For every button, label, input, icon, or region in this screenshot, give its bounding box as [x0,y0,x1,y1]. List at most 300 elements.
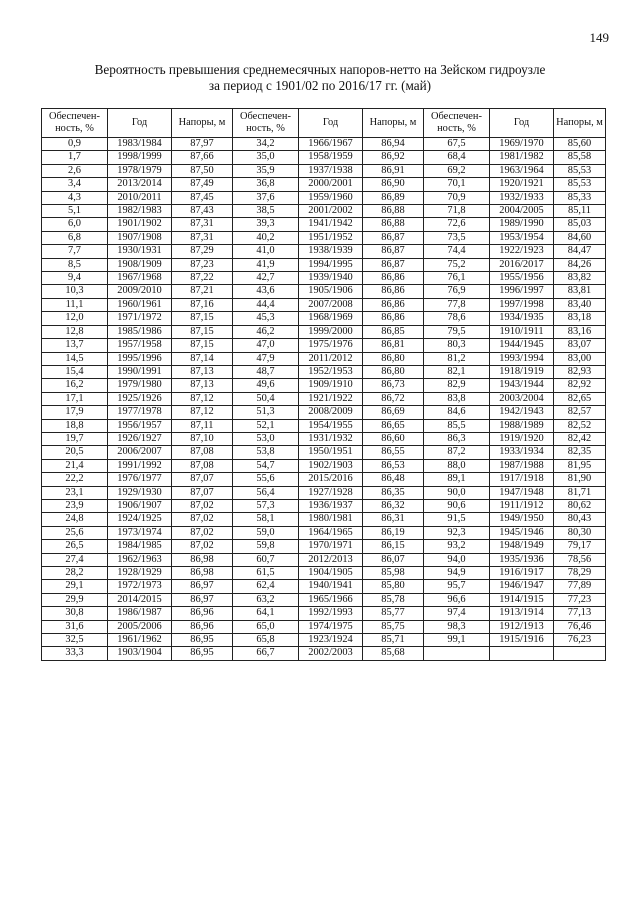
year-cell: 1994/1995 [299,258,363,271]
year-cell: 1959/1960 [299,191,363,204]
head-cell: 86,81 [363,339,424,352]
year-cell: 1967/1968 [108,272,172,285]
probability-cell: 64,1 [233,607,299,620]
head-cell: 87,49 [172,178,233,191]
probability-cell: 52,1 [233,419,299,432]
header-year-1: Год [108,109,172,138]
year-cell: 1964/1965 [299,526,363,539]
probability-cell: 44,4 [233,298,299,311]
table-row [42,540,606,553]
year-cell: 2010/2011 [108,191,172,204]
year-cell: 1993/1994 [490,352,554,365]
table-row [42,513,606,526]
year-cell: 1932/1933 [490,191,554,204]
head-cell: 87,08 [172,446,233,459]
head-cell: 86,87 [363,245,424,258]
head-cell: 87,07 [172,486,233,499]
year-cell: 1995/1996 [108,352,172,365]
probability-cell: 76,9 [424,285,490,298]
probability-cell: 71,8 [424,205,490,218]
probability-cell: 79,5 [424,325,490,338]
table-row [42,499,606,512]
year-cell: 1985/1986 [108,325,172,338]
table-row [42,365,606,378]
year-cell: 1958/1959 [299,151,363,164]
title-line-1: Вероятность превышения среднемесячных напоров-нетто на Зейском гидроузле [94,62,546,77]
head-cell [554,647,606,660]
head-cell: 86,90 [363,178,424,191]
head-cell: 85,80 [363,580,424,593]
table-row [42,258,606,271]
probability-cell: 88,0 [424,459,490,472]
year-cell [490,647,554,660]
head-cell: 86,65 [363,419,424,432]
table-row [42,526,606,539]
table-row [42,164,606,177]
head-cell: 86,80 [363,365,424,378]
year-cell: 1905/1906 [299,285,363,298]
header-head-2: Напоры, м [363,109,424,138]
year-cell: 1991/1992 [108,459,172,472]
head-cell: 87,14 [172,352,233,365]
probability-cell: 32,5 [42,634,108,647]
head-cell: 86,87 [363,258,424,271]
probability-cell: 24,8 [42,513,108,526]
probability-cell: 80,3 [424,339,490,352]
year-cell: 1992/1993 [299,607,363,620]
table-row [42,285,606,298]
head-cell: 87,10 [172,432,233,445]
probability-cell: 58,1 [233,513,299,526]
header-probability-2: Обеспечен-ность, % [233,109,299,138]
year-cell: 1935/1936 [490,553,554,566]
year-cell: 1945/1946 [490,526,554,539]
year-cell: 1984/1985 [108,540,172,553]
head-cell: 86,97 [172,580,233,593]
probability-cell: 39,3 [233,218,299,231]
head-cell: 85,71 [363,634,424,647]
probability-cell: 36,8 [233,178,299,191]
year-cell: 1989/1990 [490,218,554,231]
year-cell: 1951/1952 [299,231,363,244]
head-cell: 82,42 [554,432,606,445]
probability-cell: 92,3 [424,526,490,539]
year-cell: 2004/2005 [490,205,554,218]
year-cell: 1937/1938 [299,164,363,177]
year-cell: 1953/1954 [490,231,554,244]
head-cell: 77,23 [554,593,606,606]
head-cell: 85,03 [554,218,606,231]
probability-cell: 18,8 [42,419,108,432]
probability-cell: 90,6 [424,499,490,512]
head-cell: 87,45 [172,191,233,204]
head-cell: 86,91 [363,164,424,177]
table-row [42,647,606,660]
year-cell: 1925/1926 [108,392,172,405]
head-cell: 86,85 [363,325,424,338]
table-row [42,245,606,258]
year-cell: 1946/1947 [490,580,554,593]
year-cell: 1908/1909 [108,258,172,271]
head-cell: 82,65 [554,392,606,405]
header-probability-1: Обеспечен-ность, % [42,109,108,138]
probability-cell: 67,5 [424,138,490,151]
table-row [42,473,606,486]
table-row [42,231,606,244]
year-cell: 1968/1969 [299,312,363,325]
head-cell: 83,81 [554,285,606,298]
year-cell: 1950/1951 [299,446,363,459]
table-row [42,419,606,432]
probability-cell: 98,3 [424,620,490,633]
head-cell: 86,80 [363,352,424,365]
year-cell: 1986/1987 [108,607,172,620]
probability-cell: 53,8 [233,446,299,459]
head-cell: 86,55 [363,446,424,459]
year-cell: 1972/1973 [108,580,172,593]
year-cell: 1940/1941 [299,580,363,593]
head-cell: 87,12 [172,406,233,419]
probability-cell: 40,2 [233,231,299,244]
probability-cell: 12,0 [42,312,108,325]
head-cell: 87,15 [172,325,233,338]
year-cell: 1979/1980 [108,379,172,392]
year-cell: 1915/1916 [490,634,554,647]
probability-cell: 86,3 [424,432,490,445]
probability-cell: 90,0 [424,486,490,499]
probability-cell: 20,5 [42,446,108,459]
probability-cell: 65,8 [233,634,299,647]
probability-cell: 55,6 [233,473,299,486]
head-cell: 86,32 [363,499,424,512]
head-cell: 85,58 [554,151,606,164]
probability-cell: 35,9 [233,164,299,177]
head-cell: 86,88 [363,205,424,218]
table-row [42,432,606,445]
head-cell: 84,47 [554,245,606,258]
probability-cell: 33,3 [42,647,108,660]
year-cell: 1942/1943 [490,406,554,419]
probability-cell: 85,5 [424,419,490,432]
head-cell: 87,02 [172,499,233,512]
head-cell: 87,07 [172,473,233,486]
probability-cell: 82,1 [424,365,490,378]
head-cell: 87,02 [172,513,233,526]
year-cell: 1965/1966 [299,593,363,606]
probability-cell: 7,7 [42,245,108,258]
probability-cell: 0,9 [42,138,108,151]
head-cell: 76,23 [554,634,606,647]
probability-cell: 53,0 [233,432,299,445]
year-cell: 1947/1948 [490,486,554,499]
year-cell: 1969/1970 [490,138,554,151]
head-cell: 86,87 [363,231,424,244]
year-cell: 1974/1975 [299,620,363,633]
year-cell: 1918/1919 [490,365,554,378]
probability-cell: 59,8 [233,540,299,553]
probability-cell: 99,1 [424,634,490,647]
head-cell: 86,69 [363,406,424,419]
year-cell: 1939/1940 [299,272,363,285]
head-cell: 86,96 [172,607,233,620]
probability-cell: 19,7 [42,432,108,445]
probability-cell: 89,1 [424,473,490,486]
probability-cell: 17,1 [42,392,108,405]
year-cell: 1943/1944 [490,379,554,392]
head-cell: 80,43 [554,513,606,526]
head-cell: 83,00 [554,352,606,365]
header-head-1: Напоры, м [172,109,233,138]
head-cell: 87,97 [172,138,233,151]
probability-cell: 5,1 [42,205,108,218]
probability-table [41,108,606,661]
probability-cell: 2,6 [42,164,108,177]
probability-cell: 6,8 [42,231,108,244]
probability-cell: 62,4 [233,580,299,593]
probability-cell: 6,0 [42,218,108,231]
probability-cell: 14,5 [42,352,108,365]
probability-cell: 63,2 [233,593,299,606]
year-cell: 1922/1923 [490,245,554,258]
year-cell: 1931/1932 [299,432,363,445]
year-cell: 1934/1935 [490,312,554,325]
table-row [42,620,606,633]
probability-cell: 69,2 [424,164,490,177]
head-cell: 81,90 [554,473,606,486]
probability-cell: 27,4 [42,553,108,566]
year-cell: 1911/1912 [490,499,554,512]
head-cell: 85,77 [363,607,424,620]
table-row [42,634,606,647]
head-cell: 85,75 [363,620,424,633]
head-cell: 85,11 [554,205,606,218]
year-cell: 1954/1955 [299,419,363,432]
head-cell: 87,22 [172,272,233,285]
head-cell: 87,11 [172,419,233,432]
head-cell: 85,53 [554,178,606,191]
year-cell: 2000/2001 [299,178,363,191]
head-cell: 86,15 [363,540,424,553]
year-cell: 2014/2015 [108,593,172,606]
year-cell: 1917/1918 [490,473,554,486]
year-cell: 2008/2009 [299,406,363,419]
probability-cell: 41,9 [233,258,299,271]
head-cell: 86,07 [363,553,424,566]
table-row [42,312,606,325]
probability-cell: 72,6 [424,218,490,231]
head-cell: 83,07 [554,339,606,352]
head-cell: 83,16 [554,325,606,338]
year-cell: 1973/1974 [108,526,172,539]
year-cell: 2009/2010 [108,285,172,298]
probability-cell: 65,0 [233,620,299,633]
document-title [0,62,640,94]
year-cell: 1921/1922 [299,392,363,405]
head-cell: 78,56 [554,553,606,566]
table-row [42,392,606,405]
table-body [42,138,606,661]
head-cell: 87,02 [172,526,233,539]
table-row [42,191,606,204]
probability-cell: 29,1 [42,580,108,593]
probability-cell: 84,6 [424,406,490,419]
year-cell: 1997/1998 [490,298,554,311]
year-cell: 1988/1989 [490,419,554,432]
year-cell: 1926/1927 [108,432,172,445]
year-cell: 1980/1981 [299,513,363,526]
probability-cell: 34,2 [233,138,299,151]
year-cell: 1957/1958 [108,339,172,352]
table-row [42,593,606,606]
year-cell: 1928/1929 [108,567,172,580]
year-cell: 1975/1976 [299,339,363,352]
head-cell: 86,86 [363,272,424,285]
head-cell: 86,73 [363,379,424,392]
year-cell: 1977/1978 [108,406,172,419]
head-cell: 82,35 [554,446,606,459]
table-row [42,272,606,285]
head-cell: 87,50 [172,164,233,177]
year-cell: 1941/1942 [299,218,363,231]
probability-cell: 73,5 [424,231,490,244]
year-cell: 2013/2014 [108,178,172,191]
head-cell: 85,98 [363,567,424,580]
year-cell: 1944/1945 [490,339,554,352]
head-cell: 87,13 [172,379,233,392]
probability-cell: 51,3 [233,406,299,419]
year-cell: 1978/1979 [108,164,172,177]
year-cell: 2001/2002 [299,205,363,218]
year-cell: 1963/1964 [490,164,554,177]
year-cell: 1961/1962 [108,634,172,647]
table-row [42,298,606,311]
head-cell: 84,60 [554,231,606,244]
year-cell: 1955/1956 [490,272,554,285]
year-cell: 2012/2013 [299,553,363,566]
year-cell: 1962/1963 [108,553,172,566]
head-cell: 86,95 [172,647,233,660]
probability-cell: 59,0 [233,526,299,539]
probability-cell: 68,4 [424,151,490,164]
probability-cell: 43,6 [233,285,299,298]
year-cell: 1936/1937 [299,499,363,512]
probability-cell [424,647,490,660]
probability-cell: 78,6 [424,312,490,325]
probability-cell: 41,0 [233,245,299,258]
head-cell: 86,35 [363,486,424,499]
year-cell: 1919/1920 [490,432,554,445]
probability-cell: 31,6 [42,620,108,633]
probability-cell: 54,7 [233,459,299,472]
head-cell: 77,89 [554,580,606,593]
table-row [42,325,606,338]
head-cell: 82,93 [554,365,606,378]
table-row [42,553,606,566]
head-cell: 80,30 [554,526,606,539]
year-cell: 1906/1907 [108,499,172,512]
year-cell: 2003/2004 [490,392,554,405]
head-cell: 87,23 [172,258,233,271]
probability-cell: 11,1 [42,298,108,311]
table-row [42,138,606,151]
head-cell: 86,88 [363,218,424,231]
year-cell: 1948/1949 [490,540,554,553]
probability-cell: 94,9 [424,567,490,580]
table-row [42,406,606,419]
head-cell: 83,82 [554,272,606,285]
head-cell: 86,53 [363,459,424,472]
probability-cell: 77,8 [424,298,490,311]
head-cell: 86,60 [363,432,424,445]
year-cell: 1996/1997 [490,285,554,298]
head-cell: 86,86 [363,298,424,311]
probability-cell: 30,8 [42,607,108,620]
year-cell: 1924/1925 [108,513,172,526]
year-cell: 1987/1988 [490,459,554,472]
probability-cell: 70,9 [424,191,490,204]
year-cell: 1914/1915 [490,593,554,606]
head-cell: 86,48 [363,473,424,486]
probability-cell: 49,6 [233,379,299,392]
probability-cell: 15,4 [42,365,108,378]
head-cell: 87,15 [172,339,233,352]
head-cell: 87,12 [172,392,233,405]
year-cell: 1952/1953 [299,365,363,378]
head-cell: 86,98 [172,553,233,566]
probability-cell: 93,2 [424,540,490,553]
probability-cell: 37,6 [233,191,299,204]
head-cell: 86,86 [363,312,424,325]
probability-cell: 38,5 [233,205,299,218]
year-cell: 1983/1984 [108,138,172,151]
title-line-2: за период с 1901/02 по 2016/17 гг. (май) [208,78,432,93]
table-row [42,567,606,580]
year-cell: 1903/1904 [108,647,172,660]
year-cell: 1930/1931 [108,245,172,258]
probability-cell: 45,3 [233,312,299,325]
head-cell: 85,53 [554,164,606,177]
probability-cell: 81,2 [424,352,490,365]
year-cell: 1913/1914 [490,607,554,620]
probability-cell: 10,3 [42,285,108,298]
probability-cell: 46,2 [233,325,299,338]
head-cell: 80,62 [554,499,606,512]
head-cell: 86,19 [363,526,424,539]
year-cell: 1927/1928 [299,486,363,499]
year-cell: 1902/1903 [299,459,363,472]
head-cell: 82,92 [554,379,606,392]
table-row [42,218,606,231]
probability-cell: 47,0 [233,339,299,352]
probability-cell: 23,9 [42,499,108,512]
head-cell: 87,08 [172,459,233,472]
head-cell: 81,71 [554,486,606,499]
year-cell: 1910/1911 [490,325,554,338]
head-cell: 83,18 [554,312,606,325]
year-cell: 1982/1983 [108,205,172,218]
head-cell: 85,60 [554,138,606,151]
head-cell: 86,72 [363,392,424,405]
head-cell: 86,89 [363,191,424,204]
probability-cell: 61,5 [233,567,299,580]
table-header-row [42,109,606,138]
probability-cell: 17,9 [42,406,108,419]
table-row [42,205,606,218]
year-cell: 1990/1991 [108,365,172,378]
head-cell: 83,40 [554,298,606,311]
head-cell: 87,16 [172,298,233,311]
year-cell: 1912/1913 [490,620,554,633]
